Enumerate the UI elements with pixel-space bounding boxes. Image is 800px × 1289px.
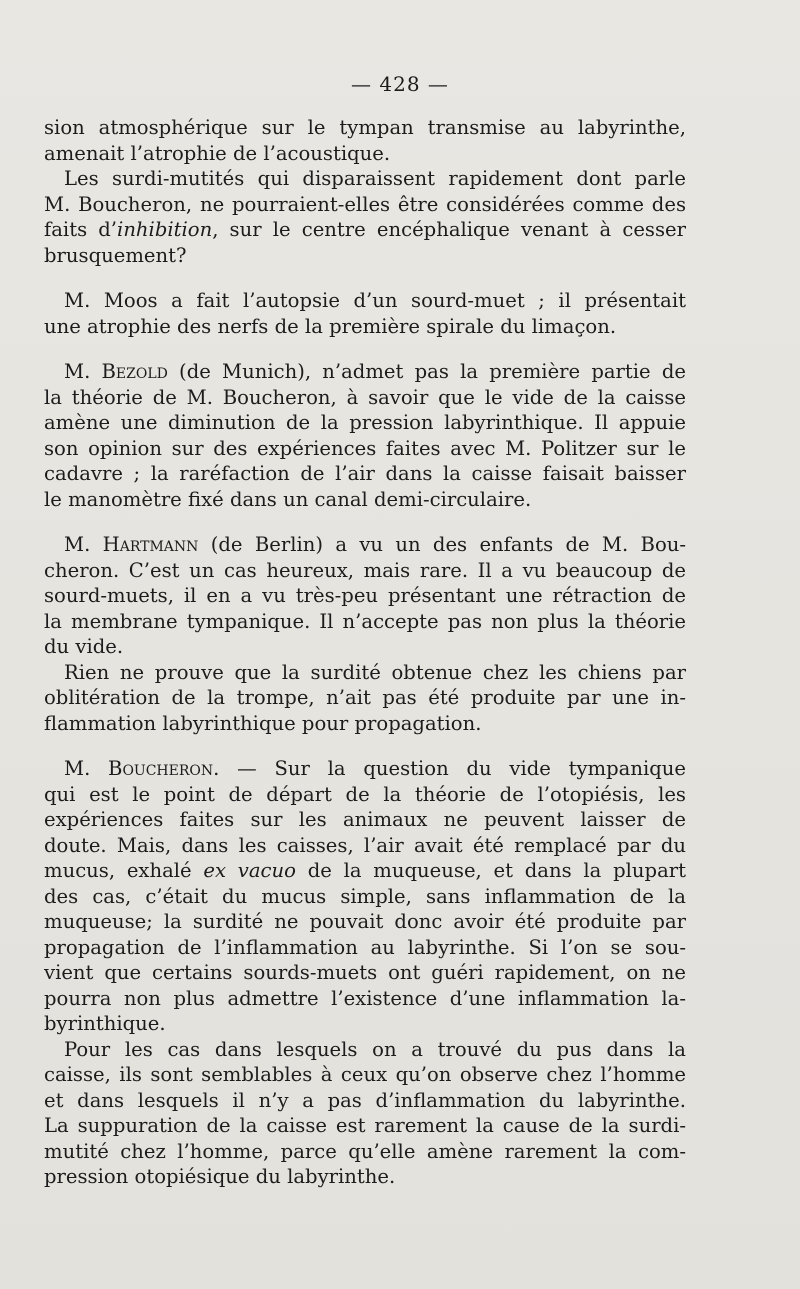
text-line: du vide. xyxy=(44,635,124,658)
text-line: sion atmosphérique sur le tympan transmise au labyrinthe, xyxy=(44,116,686,139)
speaker-name: Hartmann xyxy=(102,533,199,556)
text-line: son opinion sur des expériences faites avec M. Politzer sur le xyxy=(44,436,686,460)
text-line: cheron. C’est un cas heureux, mais rare. Il a vu beaucoup de xyxy=(44,558,686,582)
italic-term: inhibition xyxy=(117,218,213,241)
text-line: Les surdi-mutités qui disparaissent rapidement dont parle xyxy=(64,167,686,190)
paragraph-gap xyxy=(44,736,686,756)
text-line: sourd-muets, il en a vu très-peu présentant une rétraction de xyxy=(44,584,686,607)
paragraph-5 xyxy=(44,532,686,660)
text-line: Rien ne prouve que la surdité obtenue chez les chiens par xyxy=(64,660,686,684)
page-number: — 428 — xyxy=(351,72,449,96)
text-line: M. Moos a fait l’autopsie d’un sourd-muet ; il présentait xyxy=(64,289,686,312)
text-run: (de Berlin) a vu un des enfants de M. Bou- xyxy=(198,533,686,556)
text-line: pourra non plus admettre l’existence d’une inflammation la- xyxy=(44,986,686,1010)
text-line xyxy=(44,359,686,385)
text-line: mutité chez l’homme, parce qu’elle amène rarement la com- xyxy=(44,1139,686,1163)
text-run: faits d’ xyxy=(44,218,118,241)
text-line: qui est le point de départ de la théorie de l’otopiésis, les xyxy=(44,782,686,806)
text-line: byrinthique. xyxy=(44,1012,166,1035)
text-line: M. Boucheron, ne pourraient-elles être considérées comme des xyxy=(44,192,686,216)
speaker-name: Bezold xyxy=(101,360,168,383)
paragraph-gap xyxy=(44,512,686,532)
text-line xyxy=(44,858,686,884)
text-line: oblitération de la trompe, n’ait pas été produite par une in- xyxy=(44,686,686,709)
text-line: caisse, ils sont semblables à ceux qu’on observe chez l’homme xyxy=(44,1063,686,1086)
text-run: . — Sur la question du vide tympanique xyxy=(213,757,686,780)
text-run: (de Munich), n’admet pas la première partie de xyxy=(167,360,686,383)
text-line: amène une diminution de la pression labyrinthique. Il appuie xyxy=(44,411,686,434)
text-run: M. xyxy=(64,757,109,780)
paragraph-2 xyxy=(44,166,686,268)
text-run: , sur le centre encéphalique venant à cesser xyxy=(212,218,686,241)
text-line: Pour les cas dans lesquels on a trouvé du pus dans la xyxy=(64,1037,686,1061)
text-line xyxy=(44,217,686,243)
text-line: flammation labyrinthique pour propagation. xyxy=(44,711,482,735)
text-line: amenait l’atrophie de l’acoustique. xyxy=(44,141,391,165)
text-line: doute. Mais, dans les caisses, l’air avait été remplacé par du xyxy=(44,833,686,857)
text-run: de la muqueuse, et dans la plupart xyxy=(295,859,686,882)
italic-term: ex vacuo xyxy=(203,859,296,882)
text-line: vient que certains sourds-muets ont guéri rapidement, on ne xyxy=(44,961,686,984)
paragraph-7 xyxy=(44,756,686,1037)
text-line: des cas, c’était du mucus simple, sans inflammation de la xyxy=(44,884,686,908)
text-line: la membrane tympanique. Il n’accepte pas non plus la théorie xyxy=(44,609,686,633)
text-line xyxy=(44,756,686,782)
text-line: La suppuration de la caisse est rarement la cause de la surdi- xyxy=(44,1114,686,1137)
text-line: et dans lesquels il n’y a pas d’inflammation du labyrinthe. xyxy=(44,1088,686,1112)
paragraph-gap xyxy=(44,268,686,288)
paragraph-1 xyxy=(44,115,686,166)
paragraph-6 xyxy=(44,660,686,737)
text-line: expériences faites sur les animaux ne peuvent laisser de xyxy=(44,808,686,831)
text-line xyxy=(44,532,686,558)
paragraph-4 xyxy=(44,359,686,512)
text-line: le manomètre fixé dans un canal demi-circulaire. xyxy=(44,487,532,511)
text-line: propagation de l’inflammation au labyrinthe. Si l’on se sou- xyxy=(44,935,686,959)
body-text xyxy=(44,115,686,1190)
paragraph-8 xyxy=(44,1037,686,1190)
text-run: M. xyxy=(64,533,103,556)
text-line: brusquement? xyxy=(44,243,187,267)
text-run: mucus, exhalé xyxy=(44,859,204,882)
paragraph-gap xyxy=(44,339,686,359)
text-line: pression otopiésique du labyrinthe. xyxy=(44,1165,396,1188)
text-line: la théorie de M. Boucheron, à savoir que le vide de la caisse xyxy=(44,385,686,409)
text-line: une atrophie des nerfs de la première spirale du limaçon. xyxy=(44,314,617,338)
text-run: M. xyxy=(64,360,102,383)
speaker-name: Boucheron xyxy=(108,757,214,780)
text-line: cadavre ; la raréfaction de l’air dans la caisse faisait baisser xyxy=(44,462,686,485)
text-line: muqueuse; la surdité ne pouvait donc avoir été produite par xyxy=(44,910,686,933)
paragraph-3 xyxy=(44,288,686,339)
